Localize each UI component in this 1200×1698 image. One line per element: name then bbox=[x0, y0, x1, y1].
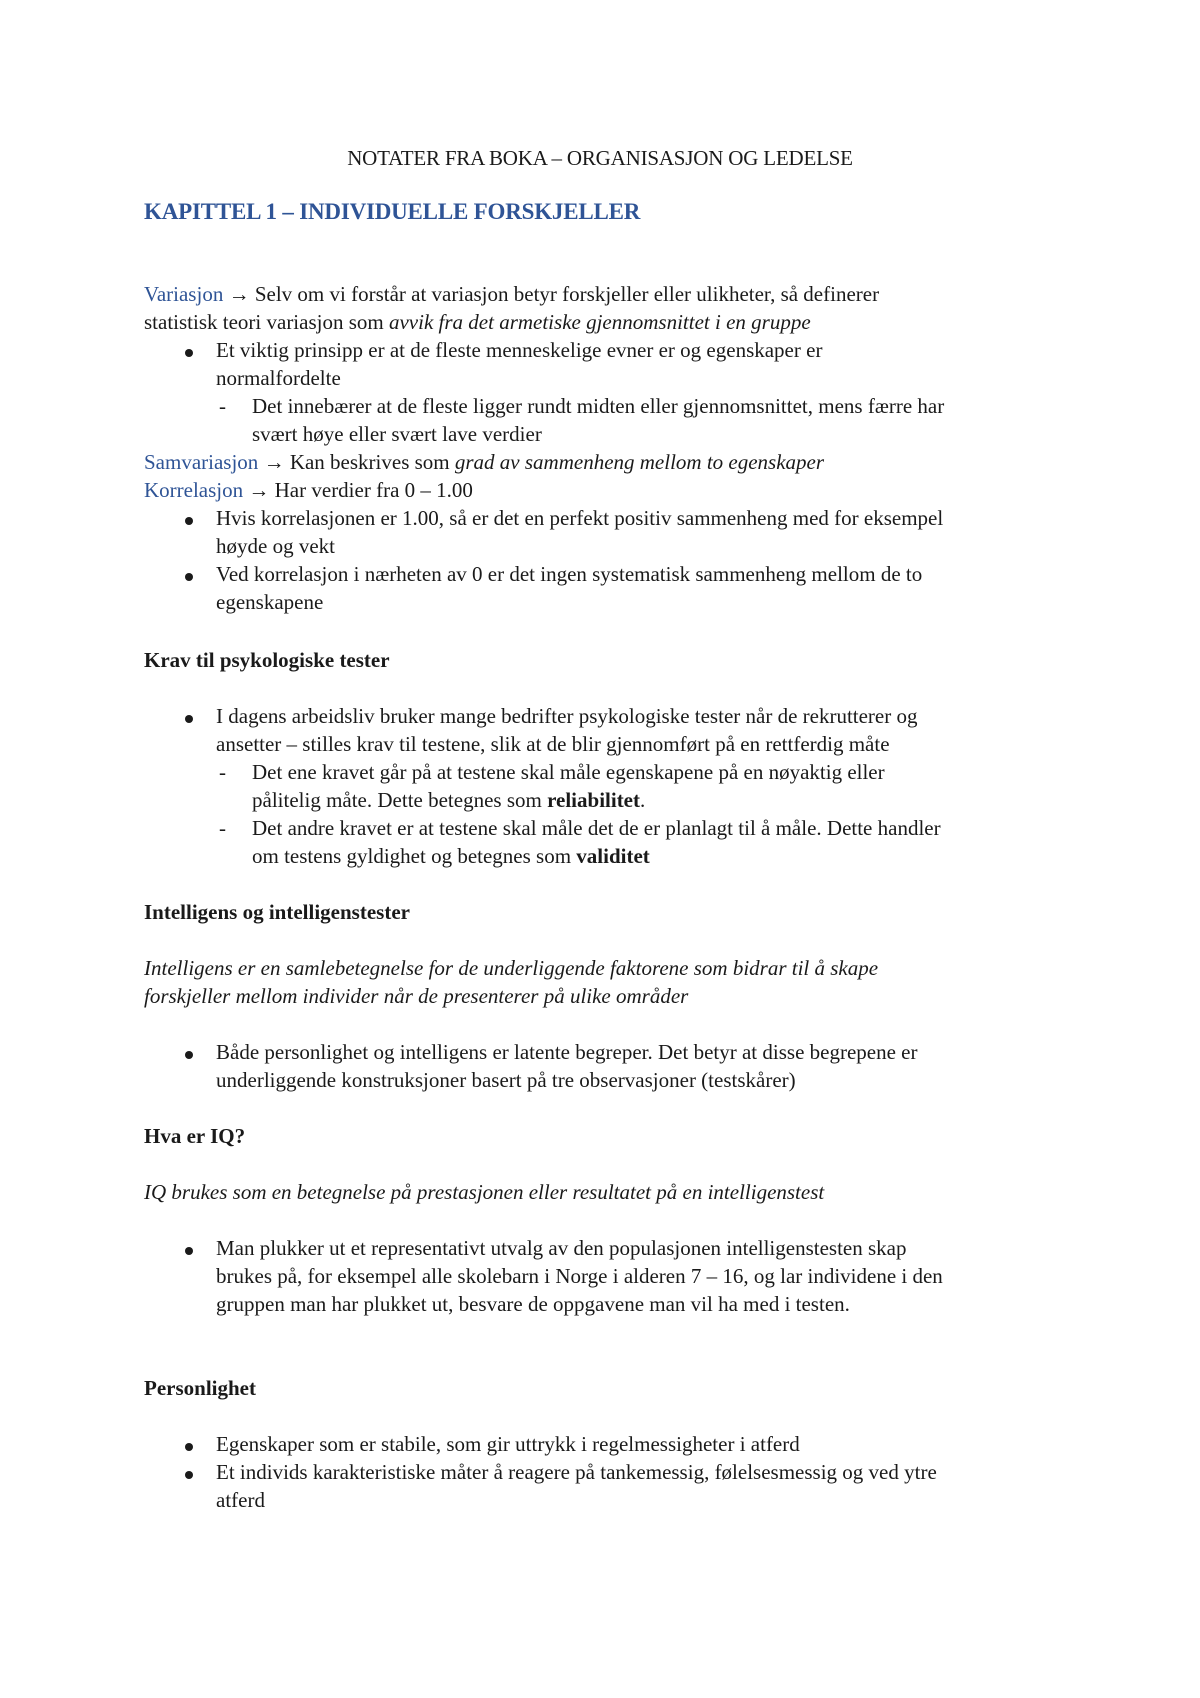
dash-icon: - bbox=[219, 394, 226, 418]
samvariasjon-text-b: grad av sammenheng mellom to egenskaper bbox=[454, 450, 825, 474]
dash-icon: - bbox=[219, 760, 226, 784]
intelligens-def-1: Intelligens er en samlebetegnelse for de underliggende faktorene som bidrar til å skape bbox=[144, 956, 879, 980]
krav-sub-2b-pre: om testens gyldighet og betegnes som bbox=[252, 844, 577, 868]
arrow-icon: → bbox=[228, 282, 250, 306]
list-item-continuation: egenskapene bbox=[216, 590, 324, 614]
list-item-continuation: atferd bbox=[216, 1488, 265, 1512]
sub-list-item-continuation: svært høye eller svært lave verdier bbox=[252, 422, 542, 446]
list-item: Egenskaper som er stabile, som gir uttrykk i regelmessigheter i atferd bbox=[216, 1432, 800, 1456]
list-item-continuation: underliggende konstruksjoner basert på tre observasjoner (testskårer) bbox=[216, 1068, 796, 1092]
iq-def: IQ brukes som en betegnelse på prestasjonen eller resultatet på en intelligenstest bbox=[144, 1180, 825, 1204]
bullet-icon bbox=[185, 1471, 193, 1479]
sub-list-item: Det ene kravet går på at testene skal måle egenskapene på en nøyaktig eller bbox=[252, 760, 885, 784]
iq-definition bbox=[144, 1178, 824, 1206]
list-item-continuation: normalfordelte bbox=[216, 366, 341, 390]
chapter-title: KAPITTEL 1 – INDIVIDUELLE FORSKJELLER bbox=[144, 199, 641, 224]
korrelasjon-definition bbox=[144, 476, 473, 504]
intelligens-definition-line-1 bbox=[144, 954, 878, 982]
list-item-continuation: brukes på, for eksempel alle skolebarn i Norge i alderen 7 – 16, og lar individene i den bbox=[216, 1264, 943, 1288]
krav-sub-1b-post: . bbox=[640, 788, 646, 812]
section-heading-personlighet: Personlighet bbox=[144, 1376, 256, 1400]
list-item: I dagens arbeidsliv bruker mange bedrifter psykologiske tester når de rekrutterer og bbox=[216, 704, 918, 728]
variasjon-text-1: Selv om vi forstår at variasjon betyr forskjeller eller ulikheter, så definerer bbox=[249, 282, 880, 306]
sub-list-item-continuation bbox=[252, 786, 645, 814]
variasjon-definition-line-1 bbox=[144, 280, 879, 308]
list-item: Man plukker ut et representativt utvalg av den populasjonen intelligenstesten skap bbox=[216, 1236, 907, 1260]
samvariasjon-text-a: Kan beskrives som bbox=[284, 450, 455, 474]
list-item: Hvis korrelasjonen er 1.00, så er det en perfekt positiv sammenheng med for eksempel bbox=[216, 506, 944, 530]
term-validitet: validitet bbox=[576, 844, 650, 868]
list-item: Både personlighet og intelligens er latente begreper. Det betyr at disse begrepene er bbox=[216, 1040, 918, 1064]
list-item: Et viktig prinsipp er at de fleste menneskelige evner er og egenskaper er bbox=[216, 338, 823, 362]
intelligens-definition-line-2 bbox=[144, 982, 688, 1010]
variasjon-text-2b: avvik fra det armetiske gjennomsnittet i en gruppe bbox=[388, 310, 811, 334]
term-samvariasjon: Samvariasjon bbox=[144, 450, 259, 474]
intelligens-def-2: forskjeller mellom individer når de presenterer på ulike områder bbox=[144, 984, 689, 1008]
bullet-icon bbox=[185, 573, 193, 581]
section-heading-intelligens: Intelligens og intelligenstester bbox=[144, 900, 410, 924]
list-item-continuation: høyde og vekt bbox=[216, 534, 335, 558]
bullet-icon bbox=[185, 349, 193, 357]
bullet-icon bbox=[185, 1443, 193, 1451]
term-korrelasjon: Korrelasjon bbox=[144, 478, 244, 502]
sub-list-item: Det innebærer at de fleste ligger rundt midten eller gjennomsnittet, mens færre har bbox=[252, 394, 945, 418]
variasjon-text-2a: statistisk teori variasjon som bbox=[144, 310, 389, 334]
list-item: Et individs karakteristiske måter å reagere på tankemessig, følelsesmessig og ved ytre bbox=[216, 1460, 937, 1484]
list-item: Ved korrelasjon i nærheten av 0 er det ingen systematisk sammenheng mellom de to bbox=[216, 562, 923, 586]
samvariasjon-definition bbox=[144, 448, 824, 476]
bullet-icon bbox=[185, 1051, 193, 1059]
term-variasjon: Variasjon bbox=[144, 282, 224, 306]
document-title: NOTATER FRA BOKA – ORGANISASJON OG LEDELSE bbox=[347, 146, 853, 170]
arrow-icon: → bbox=[263, 450, 285, 474]
variasjon-definition-line-2 bbox=[144, 308, 811, 336]
krav-sub-1b-pre: pålitelig måte. Dette betegnes som bbox=[252, 788, 548, 812]
korrelasjon-text: Har verdier fra 0 – 1.00 bbox=[269, 478, 473, 502]
sub-list-item-continuation bbox=[252, 842, 650, 870]
bullet-icon bbox=[185, 715, 193, 723]
bullet-icon bbox=[185, 1247, 193, 1255]
list-item-continuation: gruppen man har plukket ut, besvare de oppgavene man vil ha med i testen. bbox=[216, 1292, 850, 1316]
dash-icon: - bbox=[219, 816, 226, 840]
sub-list-item: Det andre kravet er at testene skal måle det de er planlagt til å måle. Dette handler bbox=[252, 816, 941, 840]
bullet-icon bbox=[185, 517, 193, 525]
term-reliabilitet: reliabilitet bbox=[547, 788, 640, 812]
section-heading-iq: Hva er IQ? bbox=[144, 1124, 246, 1148]
arrow-icon: → bbox=[248, 478, 270, 502]
section-heading-krav: Krav til psykologiske tester bbox=[144, 648, 390, 672]
list-item-continuation: ansetter – stilles krav til testene, slik at de blir gjennomført på en rettferdig måte bbox=[216, 732, 890, 756]
